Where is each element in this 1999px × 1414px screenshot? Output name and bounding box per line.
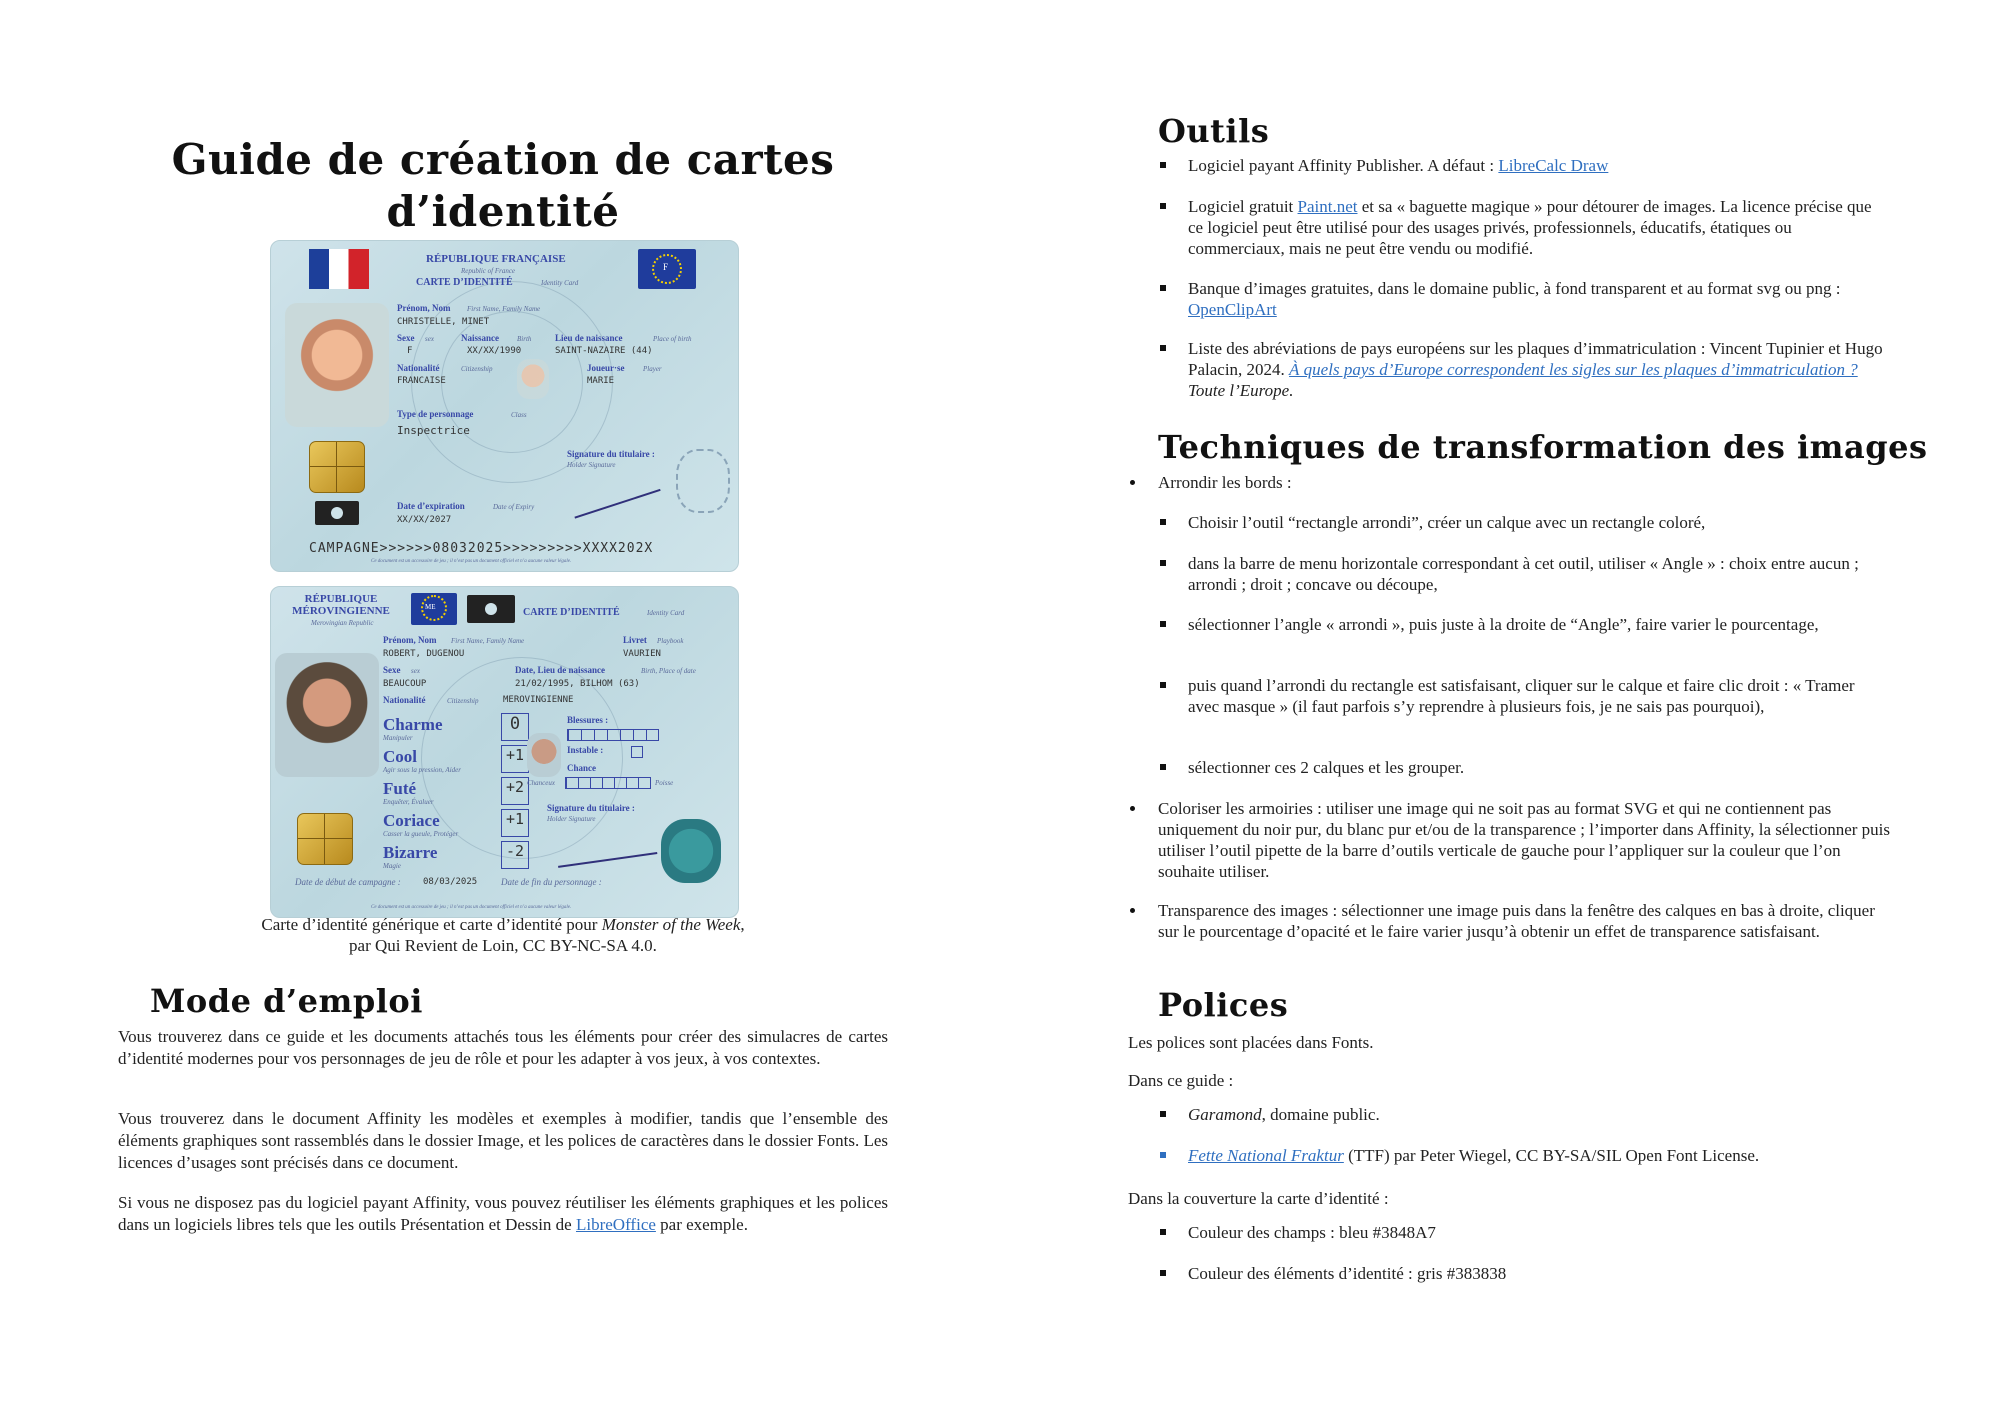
holder-photo xyxy=(285,303,389,427)
list-item-text: et sa « baguette magique » pour détourer de images. La licence précise que ce logiciel peut être utilisé pour des usages privés, professionnels, éducatifs, étatiques ou commerciaux, mais ne peut être vendu ou modifié. xyxy=(1188,197,1872,258)
paragraph: Vous trouverez dans ce guide et les documents attachés tous les éléments pour créer des simulacres de cartes d’identité modernes pour vos personnages de jeu de rôle et pour les adapter à vos jeux, à vos contextes. xyxy=(118,1027,888,1068)
list-item: dans la barre de menu horizontale correspondant à cet outil, utiliser « Angle » : choix entre aucun ; arrondi ; droit ; concave ou découpe, xyxy=(1188,553,1888,595)
stat-name: Cool xyxy=(383,747,417,766)
name-value: CHRISTELLE, MINET xyxy=(397,317,490,327)
contactless-icon xyxy=(315,501,359,525)
list-item: Arrondir les bords : xyxy=(1158,472,1888,493)
name-label: Prénom, Nom xyxy=(397,303,451,313)
ghost-photo xyxy=(527,733,561,777)
birth-label: Date, Lieu de naissance xyxy=(515,665,605,675)
unstable-label: Instable : xyxy=(567,745,604,755)
page-title: Guide de création de cartes d’identité xyxy=(171,135,835,236)
expiry-label: Date d’expiration xyxy=(397,501,465,511)
card-title-sub: Identity Card xyxy=(541,279,579,287)
expiry-label-sub: Date of Expiry xyxy=(493,503,535,511)
livret-label-sub: Playbook xyxy=(657,637,684,645)
stat-value: 0 xyxy=(501,713,529,741)
name-label: Prénom, Nom xyxy=(383,635,437,645)
caption-title: Monster of the Week xyxy=(601,915,741,934)
list-item xyxy=(1188,1145,1888,1166)
list-item xyxy=(1188,155,1888,176)
signature-label-sub: Holder Signature xyxy=(567,461,616,469)
caption-text: , xyxy=(740,915,745,934)
birthplace-label-sub: Place of birth xyxy=(653,335,692,343)
unstable-checkbox xyxy=(631,746,643,758)
stats-block xyxy=(383,711,533,871)
section-heading-mode: Mode d’emploi xyxy=(150,982,423,1020)
stat-name: Coriace xyxy=(383,811,440,830)
player-label-sub: Player xyxy=(643,365,662,373)
card-footer: Ce document est un accessoire de jeu ; il n’est pas un document officiel et n’a aucune valeur légale. xyxy=(371,905,572,910)
holder-photo xyxy=(275,653,379,777)
card-republic: RÉPUBLIQUE MÉROVINGIENNE xyxy=(292,593,390,617)
nationality-label-sub: Citizenship xyxy=(461,365,493,373)
livret-label: Livret xyxy=(623,635,647,645)
font-name: Garamond xyxy=(1188,1105,1262,1124)
player-value: MARIE xyxy=(587,376,615,386)
list-item-text: Banque d’images gratuites, dans le domaine public, à fond transparent et au format svg ou png : xyxy=(1188,279,1841,298)
sex-label: Sexe xyxy=(383,665,401,675)
sex-label-sub: sex xyxy=(425,335,434,343)
birth-label-sub: Birth, Place of date xyxy=(641,667,696,675)
list-item xyxy=(1188,1104,1888,1125)
luck-lucky: Chanceux xyxy=(527,779,555,787)
birthplace-value: SAINT-NAZAIRE (44) xyxy=(555,346,653,356)
list-item: Transparence des images : sélectionner une image puis dans la fenêtre des calques en bas à droite, cliquer sur le pourcentage d’opacité et le faire varier jusqu’à obtenir un effet de transparence satisfaisant. xyxy=(1158,900,1890,942)
stat-sub: Enquêter, Évaluer xyxy=(383,798,434,806)
luck-label: Chance xyxy=(567,763,596,773)
eu-flag-icon xyxy=(638,249,696,289)
card-title: CARTE D’IDENTITÉ xyxy=(416,277,513,288)
signature-label: Signature du titulaire : xyxy=(567,449,655,459)
caption-text: Carte d’identité générique et carte d’identité pour xyxy=(261,915,602,934)
section-heading-fonts: Polices xyxy=(1158,986,1289,1024)
birthplace-label: Lieu de naissance xyxy=(555,333,623,343)
list-item-text: Logiciel gratuit xyxy=(1188,197,1298,216)
nationality-label: Nationalité xyxy=(397,363,440,373)
list-item: sélectionner ces 2 calques et les grouper. xyxy=(1188,757,1888,778)
list-item-text: (TTF) par Peter Wiegel, CC BY-SA/SIL Open Font License. xyxy=(1343,1146,1760,1165)
paragraph: Dans ce guide : xyxy=(1128,1071,1234,1090)
coat-of-arms-icon xyxy=(676,449,730,513)
type-label-sub: Class xyxy=(511,411,527,419)
librecalc-draw-link[interactable]: LibreCalc Draw xyxy=(1498,156,1609,175)
campaign-start-value: 08/03/2025 xyxy=(423,877,478,887)
eu-country-letter: F xyxy=(663,262,669,272)
list-item: Choisir l’outil “rectangle arrondi”, créer un calque avec un rectangle coloré, xyxy=(1188,512,1888,533)
wounds-track xyxy=(567,729,659,741)
holder-signature xyxy=(557,842,658,868)
chip-icon xyxy=(309,441,365,493)
signature-label-sub: Holder Signature xyxy=(547,815,596,823)
list-item: Couleur des champs : bleu #3848A7 xyxy=(1188,1222,1888,1243)
nationality-label-sub: Citizenship xyxy=(447,697,479,705)
openclipart-link[interactable]: OpenClipArt xyxy=(1188,300,1277,319)
nationality-label: Nationalité xyxy=(383,695,426,705)
card-title: CARTE D’IDENTITÉ xyxy=(523,607,620,618)
list-item-source: Toute l’Europe. xyxy=(1188,381,1294,400)
list-item-text: Logiciel payant Affinity Publisher. A défaut : xyxy=(1188,156,1499,175)
nationality-value: FRANCAISE xyxy=(397,376,446,386)
libreoffice-link[interactable]: LibreOffice xyxy=(575,1215,656,1234)
luck-track xyxy=(565,777,651,789)
stat-value: -2 xyxy=(501,841,529,869)
luck-cursed: Poisse xyxy=(655,779,674,787)
caption-credit: par Qui Revient de Loin, CC BY-NC-SA 4.0. xyxy=(349,936,657,955)
campaign-start-label: Date de début de campagne : xyxy=(295,877,401,887)
ghost-photo xyxy=(517,359,549,399)
expiry-value: XX/XX/2027 xyxy=(397,515,452,525)
birth-value: XX/XX/1990 xyxy=(467,346,522,356)
sex-value: F xyxy=(407,346,413,356)
list-item xyxy=(1188,338,1888,401)
list-item xyxy=(1188,196,1888,259)
nationality-value: MEROVINGIENNE xyxy=(503,695,574,705)
name-label-sub: First Name, Family Name xyxy=(467,305,541,313)
paragraph xyxy=(118,1192,888,1236)
paragraph: Les polices sont placées dans Fonts. xyxy=(1128,1033,1374,1052)
paragraph-text: Si vous ne disposez pas du logiciel payant Affinity, vous pouvez réutiliser les éléments graphiques et les polices dans un logiciels libres tels que les outils Présentation et Dessin de xyxy=(118,1193,888,1234)
list-item xyxy=(1188,278,1888,320)
type-value: Inspectrice xyxy=(397,424,470,437)
eu-country-letter: ME xyxy=(425,603,436,611)
stat-value: +2 xyxy=(501,777,529,805)
chip-icon xyxy=(297,813,353,865)
stat-value: +1 xyxy=(501,745,529,773)
stat-name: Bizarre xyxy=(383,843,438,862)
paragraph: Dans la couverture la carte d’identité : xyxy=(1128,1189,1389,1208)
stat-sub: Casser la gueule, Protéger xyxy=(383,830,459,838)
card-footer: Ce document est un accessoire de jeu ; il n’est pas un document officiel et n’a aucune valeur légale. xyxy=(371,559,572,564)
list-item-text: Liste des abréviations de pays européens sur les plaques d’immatriculation : Vincent Tupinier et Hugo Palacin, 2024. xyxy=(1188,339,1883,379)
paint-net-link[interactable]: Paint.net xyxy=(1297,197,1358,216)
paragraph-text: par exemple. xyxy=(655,1215,748,1234)
id-card-monster-of-the-week xyxy=(270,586,739,918)
list-item: Couleur des éléments d’identité : gris #383838 xyxy=(1188,1263,1888,1284)
name-label-sub: First Name, Family Name xyxy=(451,637,525,645)
paragraph: Vous trouverez dans le document Affinity les modèles et exemples à modifier, tandis que l’ensemble des éléments graphiques sont rassemblés dans le dossier Image, et les polices de caractères dans le dossier Fonts. Les licences d’usages sont précisés dans ce document. xyxy=(118,1109,888,1172)
stat-sub: Magie xyxy=(383,862,401,870)
livret-value: VAURIEN xyxy=(623,649,661,659)
eu-flag-icon xyxy=(411,593,457,625)
birth-value: 21/02/1995, BILHOM (63) xyxy=(515,679,640,689)
holder-signature xyxy=(571,479,660,518)
card-republic-sub: Merovingian Republic xyxy=(311,619,374,627)
birth-label: Naissance xyxy=(461,333,499,343)
card-title-sub: Identity Card xyxy=(647,609,685,617)
card-republic-sub: Republic of France xyxy=(461,267,516,275)
sex-label-sub: sex xyxy=(411,667,420,675)
stat-sub: Agir sous la pression, Aider xyxy=(383,766,461,774)
plates-article-link[interactable]: À quels pays d’Europe correspondent les sigles sur les plaques d’immatriculation ? xyxy=(1289,360,1858,379)
card-republic: RÉPUBLIQUE FRANÇAISE xyxy=(426,253,566,265)
coat-of-arms-icon xyxy=(661,819,721,883)
list-item: Coloriser les armoiries : utiliser une image qui ne soit pas au format SVG et qui ne contiennent pas uniquement du noir pur, du blanc pur et/ou de la transparence ; l’importer dans Affinity, la sélectionner puis utiliser l’outil pipette de la barre d’outils verticale de gauche pour l’appliquer sur la couleur que l’on souhaite utiliser. xyxy=(1158,799,1891,881)
contactless-icon xyxy=(467,595,515,623)
french-flag-icon xyxy=(309,249,369,289)
section-heading-techniques: Techniques de transformation des images xyxy=(1158,428,1928,466)
list-item: puis quand l’arrondi du rectangle est satisfaisant, cliquer sur le calque et faire clic droit : « Tramer avec masque » (il faut parfois s’y reprendre à plusieurs fois, je ne sais pas pourquoi), xyxy=(1188,675,1888,717)
type-label: Type de personnage xyxy=(397,409,474,419)
birth-label-sub: Birth xyxy=(517,335,532,343)
fette-fraktur-link[interactable]: Fette National Fraktur xyxy=(1188,1146,1344,1165)
stat-name: Futé xyxy=(383,779,417,798)
list-item: sélectionner l’angle « arrondi », puis juste à la droite de “Angle”, faire varier le pourcentage, xyxy=(1188,614,1888,635)
sex-value: BEAUCOUP xyxy=(383,679,427,689)
sex-label: Sexe xyxy=(397,333,415,343)
name-value: ROBERT, DUGENOU xyxy=(383,649,465,659)
character-end-label: Date de fin du personnage : xyxy=(501,877,602,887)
list-item-text: , domaine public. xyxy=(1261,1105,1380,1124)
stat-name: Charme xyxy=(383,715,443,734)
machine-readable-zone: CAMPAGNE>>>>>>08032025>>>>>>>>>XXXX202X xyxy=(309,541,654,556)
stat-value: +1 xyxy=(501,809,529,837)
stat-sub: Manipuler xyxy=(383,734,413,742)
id-card-generic xyxy=(270,240,739,572)
wounds-label: Blessures : xyxy=(567,715,609,725)
player-label: Joueur·se xyxy=(587,363,625,373)
signature-label: Signature du titulaire : xyxy=(547,803,635,813)
section-heading-tools: Outils xyxy=(1158,112,1270,150)
figure-caption xyxy=(118,914,888,956)
